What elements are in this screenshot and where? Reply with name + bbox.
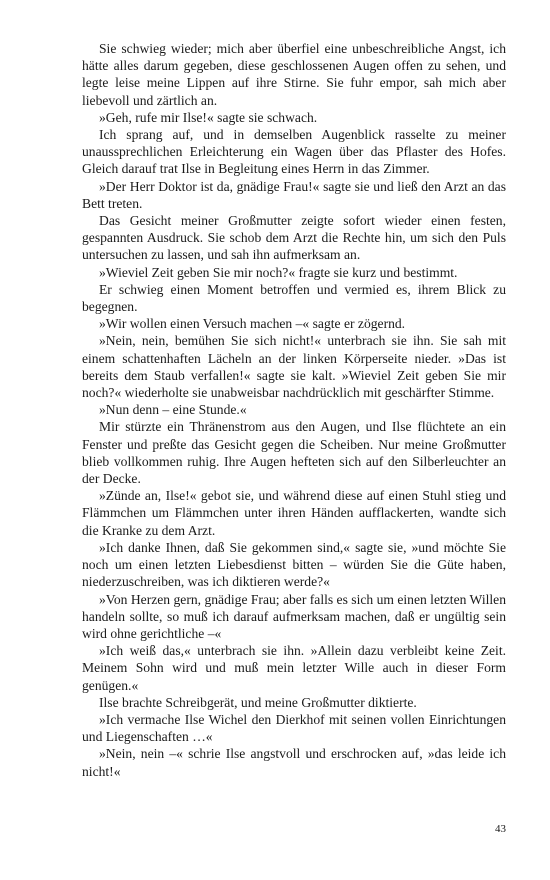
- page-number: 43: [495, 823, 506, 835]
- paragraph: Mir stürzte ein Thränenstrom aus den Augen, und Ilse flüchtete an ein Fenster und preßte das Gesicht gegen die Scheiben. Nur meine Großmutter blieb vollkommen ruhig. Ihre Augen hefteten sich auf den Silberleuchter an der Decke.: [82, 419, 506, 487]
- paragraph: Das Gesicht meiner Großmutter zeigte sofort wieder einen festen, gespannten Ausdruck. Sie schob dem Arzt die Rechte hin, um sich den Puls untersuchen zu lassen, und sah ihn aufmerksam an.: [82, 213, 506, 263]
- paragraph: »Ich weiß das,« unterbrach sie ihn. »Allein dazu verbleibt keine Zeit. Meinem Sohn wird und muß mein letzter Wille auch in dieser Form genügen.«: [82, 643, 506, 693]
- paragraph: »Von Herzen gern, gnädige Frau; aber falls es sich um einen letzten Willen handeln sollte, so muß ich darauf aufmerksam machen, daß er ungültig sein wird ohne gerichtliche –«: [82, 591, 507, 641]
- paragraph: »Nein, nein –« schrie Ilse angstvoll und erschrocken auf, »das leide ich nicht!«: [82, 746, 506, 779]
- paragraph: Ilse brachte Schreibgerät, und meine Großmutter diktierte.: [99, 694, 417, 710]
- paragraph: Ich sprang auf, und in demselben Augenblick rasselte zu meiner unaussprechlichen Erleichterung ein Wagen über das Pflaster des Hofes. Gleich darauf trat Ilse in Begleitung eines Herrn in das Zimmer.: [82, 127, 506, 177]
- paragraph: »Geh, rufe mir Ilse!« sagte sie schwach.: [99, 109, 318, 125]
- paragraph: Sie schwieg wieder; mich aber überfiel eine unbeschreibliche Angst, ich hätte alles darum gegeben, diese geschlossenen Augen offen zu sehen, und legte leise meine Lippen auf ihre Stirne. Sie fuhr empor, sah mich aber liebevoll und zärtlich an.: [82, 41, 506, 108]
- paragraph: »Nein, nein, bemühen Sie sich nicht!« unterbrach sie ihn. Sie sah mit einem schattenhaften Lächeln an der linken Körperseite nieder. »Das ist bereits dem Staub verfallen!« sagte sie kalt. »Wieviel Zeit geben Sie mir noch?« wiederholte sie unabweisbar nachdrücklich mit geschärfter Stimme.: [82, 333, 506, 401]
- paragraph: »Wieviel Zeit geben Sie mir noch?« fragte sie kurz und bestimmt.: [99, 264, 458, 280]
- book-page-text: [82, 40, 506, 780]
- paragraph: »Nun denn – eine Stunde.«: [99, 402, 247, 418]
- paragraph: »Ich danke Ihnen, daß Sie gekommen sind,« sagte sie, »und möchte Sie noch um einen letzten Liebesdienst bitten – würden Sie die Güte haben, niederzuschreiben, was ich diktieren werde?«: [82, 539, 506, 590]
- paragraph: »Zünde an, Ilse!« gebot sie, und während diese auf einen Stuhl stieg und Flämmchen um Flämmchen unter ihren Händen aufflackerten, wandte sich die Kranke zu dem Arzt.: [82, 488, 506, 538]
- paragraph: »Ich vermache Ilse Wichel den Dierkhof mit seinen vollen Einrichtungen und Liegenschaften …«: [82, 711, 506, 745]
- paragraph: »Wir wollen einen Versuch machen –« sagte er zögernd.: [99, 316, 406, 332]
- paragraph: »Der Herr Doktor ist da, gnädige Frau!« sagte sie und ließ den Arzt an das Bett treten.: [82, 178, 506, 211]
- paragraph: Er schwieg einen Moment betroffen und vermied es, ihrem Blick zu begegnen.: [82, 281, 506, 315]
